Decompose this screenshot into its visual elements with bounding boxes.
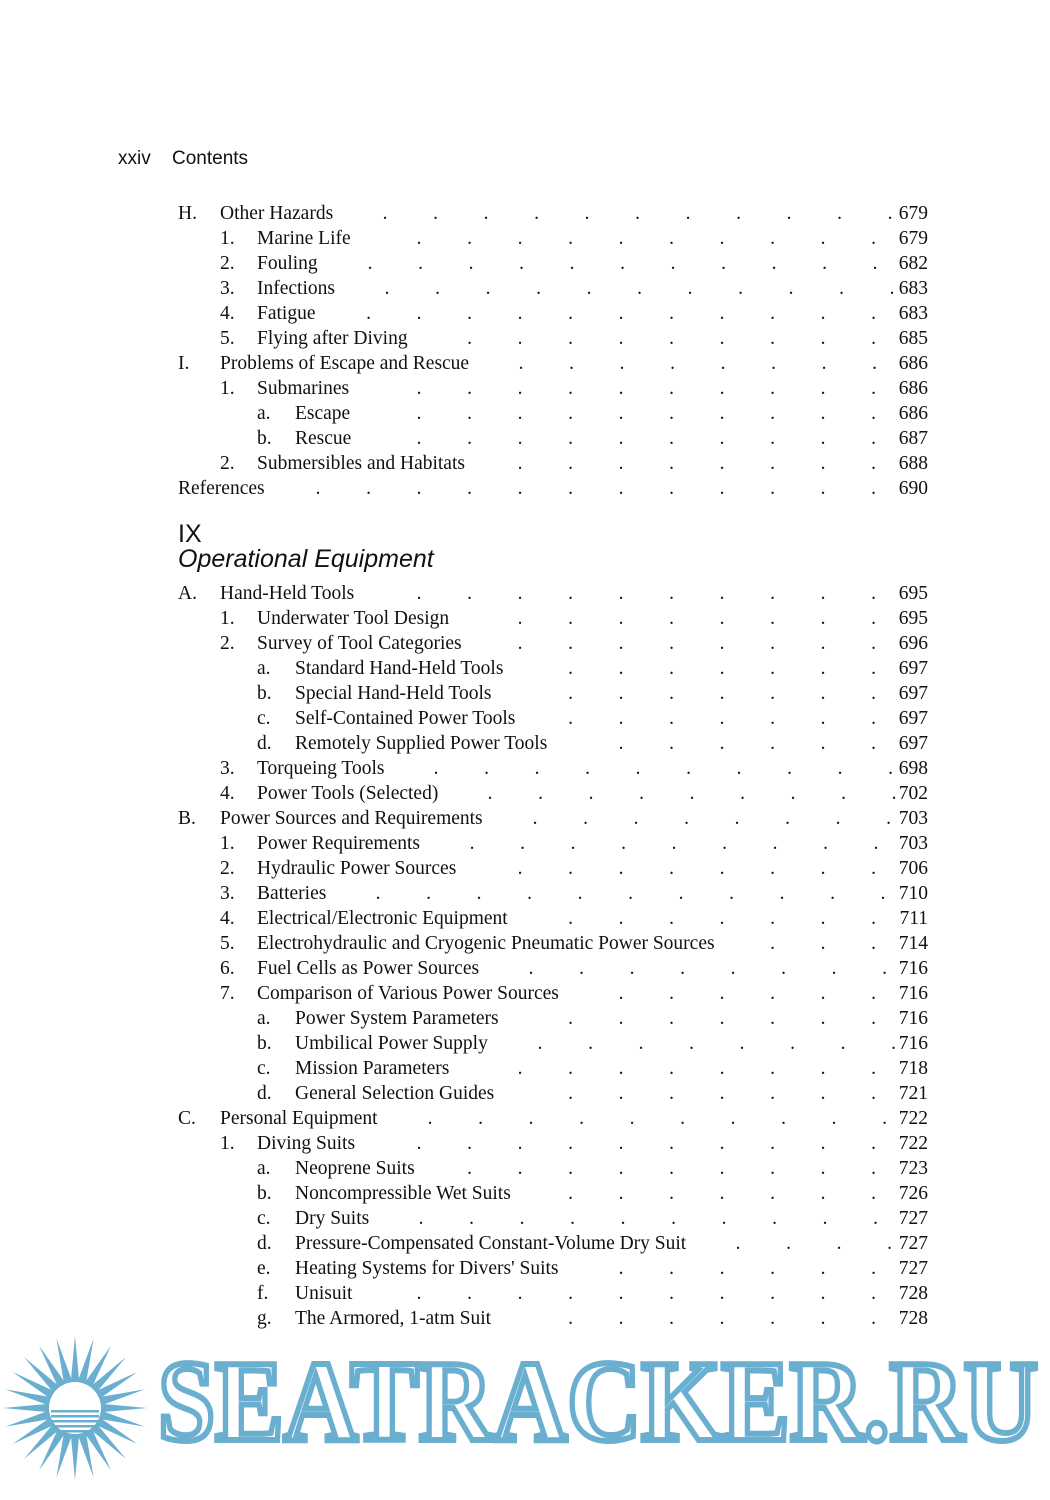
toc-entry-marker: d. (257, 1083, 272, 1104)
toc-entry[interactable] (178, 881, 928, 906)
toc-entry-title: Special Hand-Held Tools (295, 683, 492, 704)
dot-leader: . . . . . . (618, 733, 876, 754)
toc-entry-label (257, 1206, 369, 1231)
toc-entry-marker: c. (257, 1058, 271, 1079)
toc-entry-title: Power Requirements (257, 833, 421, 854)
toc-entry-label (220, 981, 559, 1006)
toc-entry-title: Electrohydraulic and Cryogenic Pneumatic Power Sources (257, 933, 715, 954)
toc-entry-marker: 5. (220, 328, 235, 349)
toc-entry-title: Power Tools (Selected) (257, 783, 439, 804)
toc-entry-title: Standard Hand-Held Tools (295, 658, 504, 679)
toc-entry-title: Underwater Tool Design (257, 608, 450, 629)
toc-entry[interactable] (178, 476, 928, 501)
toc-entry-label (220, 906, 508, 931)
toc-entry-marker: 4. (220, 783, 235, 804)
watermark-graphic (0, 1338, 1050, 1466)
toc-entry-title: Diving Suits (257, 1133, 356, 1154)
toc-entry-title: Rescue (295, 428, 352, 449)
dot-leader: . . . . . . . (568, 708, 876, 729)
toc-entry-marker: b. (257, 1183, 272, 1204)
toc-entry-marker: 4. (220, 303, 235, 324)
toc-entry-page: 716 (898, 983, 928, 1004)
toc-entry-page: 711 (899, 908, 928, 929)
toc-entry-title: Dry Suits (295, 1208, 370, 1229)
toc-entry-marker: a. (257, 403, 271, 424)
toc-entry-title: Remotely Supplied Power Tools (295, 733, 548, 754)
toc-entry-page: 679 (898, 203, 928, 224)
toc-entry-marker: 7. (220, 983, 235, 1004)
toc-entry-marker: A. (178, 583, 197, 604)
toc-entry-page: 697 (898, 658, 928, 679)
toc-entry-label (220, 831, 420, 856)
toc-entry-title: Survey of Tool Categories (257, 633, 462, 654)
toc-entry[interactable] (178, 1006, 928, 1031)
toc-entry-page: 727 (898, 1208, 928, 1229)
dot-leader: . . . . . . . . . . (416, 228, 876, 249)
toc-entry-title: Mission Parameters (295, 1058, 450, 1079)
dot-leader: . . . . . . . . . . . (384, 278, 895, 299)
toc-entry-marker: f. (257, 1283, 269, 1304)
toc-entry-marker: 4. (220, 908, 235, 929)
toc-entry-title: Infections (257, 278, 335, 299)
toc-entry[interactable] (178, 426, 928, 451)
dot-leader: . . . . . . . . (528, 958, 887, 979)
toc-entry-marker: 5. (220, 933, 235, 954)
toc-entry[interactable] (178, 1156, 928, 1181)
dot-leader: . . . . . . . . . (469, 833, 879, 854)
toc-entry-title: Batteries (257, 883, 327, 904)
toc-entry-page: 728 (898, 1308, 928, 1329)
toc-entry-label (220, 606, 449, 631)
toc-entry-marker: B. (178, 808, 196, 829)
toc-entry[interactable] (178, 301, 928, 326)
toc-entry-title: Noncompressible Wet Suits (295, 1183, 511, 1204)
toc-entry-page: 698 (898, 758, 928, 779)
toc-entry-label (257, 1006, 499, 1031)
chapter-title: Operational Equipment (178, 545, 434, 573)
toc-entry[interactable] (178, 226, 928, 251)
toc-entry-page: 703 (898, 808, 928, 829)
toc-entry-page: 716 (898, 1033, 928, 1054)
dot-leader: . . . (770, 933, 876, 954)
toc-entry-page: 714 (898, 933, 928, 954)
toc-entry-page: 721 (898, 1083, 928, 1104)
toc-entry[interactable] (178, 706, 928, 731)
toc-entry-title: Torqueing Tools (257, 758, 385, 779)
toc-entry-label (257, 401, 350, 426)
toc-entry-label (220, 756, 384, 781)
toc-entry-title: Heating Systems for Divers' Suits (295, 1258, 559, 1279)
toc-entry-label (178, 581, 354, 606)
toc-entry-page: 716 (898, 958, 928, 979)
toc-entry-title: Fatigue (257, 303, 316, 324)
toc-entry-label (220, 451, 465, 476)
toc-entry-marker: b. (257, 683, 272, 704)
dot-leader: . . . . . . . . (518, 353, 877, 374)
toc-entry-page: 683 (898, 303, 928, 324)
toc-entry-marker: 2. (220, 453, 235, 474)
toc-entry-marker: e. (257, 1258, 271, 1279)
toc-entry-marker: d. (257, 733, 272, 754)
watermark (0, 1338, 1050, 1466)
dot-leader: . . . . . . . . . . . (375, 883, 886, 904)
toc-entry[interactable] (178, 451, 928, 476)
sun-icon (3, 1336, 147, 1480)
dot-leader: . . . . . . . . . . . (367, 253, 878, 274)
toc-entry-marker: 1. (220, 228, 235, 249)
toc-entry-page: 718 (898, 1058, 928, 1079)
toc-entry-title: Escape (295, 403, 351, 424)
toc-entry-page: 702 (898, 783, 928, 804)
toc-entry-title: Umbilical Power Supply (295, 1033, 488, 1054)
toc-entry[interactable] (178, 401, 928, 426)
toc-entry-page: 726 (898, 1183, 928, 1204)
running-head-title: Contents (172, 148, 249, 169)
toc-entry[interactable] (178, 581, 928, 606)
toc-entry-page: 697 (898, 733, 928, 754)
toc-entry[interactable] (178, 681, 928, 706)
dot-leader: . . . . . . . . . . (433, 758, 893, 779)
toc-entry-marker: c. (257, 708, 271, 729)
toc-entry-title: Flying after Diving (257, 328, 408, 349)
toc-entry-label (178, 201, 333, 226)
toc-entry[interactable] (178, 351, 928, 376)
toc-entry[interactable] (178, 251, 928, 276)
toc-entry[interactable] (178, 1131, 928, 1156)
toc-entry-label (220, 276, 335, 301)
dot-leader: . . . . . . . . . (467, 1158, 876, 1179)
dot-leader: . . . . . . . . (537, 1033, 896, 1054)
toc-entry[interactable] (178, 326, 928, 351)
toc-entry-label (220, 251, 318, 276)
toc-entry-label (220, 376, 349, 401)
toc-entry-label (220, 856, 456, 881)
toc-entry-marker: 3. (220, 278, 235, 299)
toc-entry-page: 679 (898, 228, 928, 249)
toc-entry-label (257, 1306, 491, 1331)
toc-entry-page: 722 (898, 1133, 928, 1154)
dot-leader: . . . . . . . . . . (416, 428, 876, 449)
toc-entry-title: Fuel Cells as Power Sources (257, 958, 480, 979)
toc-entry-title: Hand-Held Tools (220, 583, 355, 604)
dot-leader: . . . . (735, 1233, 892, 1254)
toc-entry-marker: H. (178, 203, 197, 224)
toc-entry-title: Personal Equipment (220, 1108, 378, 1129)
toc-entry-page: 686 (898, 403, 928, 424)
toc-entry-marker: b. (257, 428, 272, 449)
toc-entry-title: Hydraulic Power Sources (257, 858, 457, 879)
toc-entry-page: 686 (898, 378, 928, 399)
toc-entry-marker: 1. (220, 833, 235, 854)
toc-entry[interactable] (178, 1056, 928, 1081)
dot-leader: . . . . . . . . . . (416, 403, 876, 424)
toc-entry-label (257, 1081, 494, 1106)
toc-entry-title: General Selection Guides (295, 1083, 495, 1104)
toc-entry-label (257, 1181, 511, 1206)
toc-entry-title: References (178, 478, 265, 499)
toc-entry-page: 686 (898, 353, 928, 374)
toc-entry-page: 723 (898, 1158, 928, 1179)
toc-entry-label (257, 1256, 559, 1281)
toc-entry-marker: C. (178, 1108, 196, 1129)
toc-entry-page: 727 (898, 1258, 928, 1279)
toc-entry-page: 695 (898, 583, 928, 604)
dot-leader: . . . . . . . . . (487, 783, 897, 804)
chapter-number: IX (178, 520, 202, 548)
toc-entry[interactable] (178, 201, 928, 226)
dot-leader: . . . . . . . (568, 1183, 876, 1204)
toc-entry-page: 688 (898, 453, 928, 474)
toc-entry[interactable] (178, 1306, 928, 1331)
toc-entry-marker: a. (257, 1008, 271, 1029)
toc-section-chapter-ix (178, 581, 928, 1331)
dot-leader: . . . . . . . (568, 658, 876, 679)
toc-entry-label (257, 1231, 686, 1256)
dot-leader: . . . . . . . . . . . . (315, 478, 876, 499)
toc-entry-label (257, 1031, 488, 1056)
toc-section-chapter-viii-end (178, 201, 928, 501)
toc-entry-page: 687 (898, 428, 928, 449)
toc-entry-marker: c. (257, 1208, 271, 1229)
toc-entry-title: Fouling (257, 253, 318, 274)
toc-entry[interactable] (178, 931, 928, 956)
toc-entry-label (257, 706, 515, 731)
toc-entry-marker: 6. (220, 958, 235, 979)
toc-entry-marker: g. (257, 1308, 272, 1329)
toc-entry-page: 697 (898, 683, 928, 704)
toc-entry-page: 727 (898, 1233, 928, 1254)
toc-entry-marker: 2. (220, 858, 235, 879)
toc-entry-title: Pressure-Compensated Constant-Volume Dry Suit (295, 1233, 687, 1254)
toc-entry-label (220, 226, 351, 251)
toc-entry-page: 697 (898, 708, 928, 729)
toc-entry-title: Neoprene Suits (295, 1158, 415, 1179)
toc-entry-label (178, 476, 265, 501)
toc-entry-marker: I. (178, 353, 190, 374)
dot-leader: . . . . . . . . . . (418, 1208, 878, 1229)
toc-entry-marker: 1. (220, 378, 235, 399)
toc-entry-title: Power System Parameters (295, 1008, 499, 1029)
toc-entry-page: 716 (898, 1008, 928, 1029)
toc-entry-title: Marine Life (257, 228, 351, 249)
toc-entry-label (220, 931, 715, 956)
toc-entry[interactable] (178, 1281, 928, 1306)
dot-leader: . . . . . . . (568, 1008, 876, 1029)
toc-entry-label (257, 681, 492, 706)
toc-entry-page: 683 (898, 278, 928, 299)
toc-entry[interactable] (178, 906, 928, 931)
toc-entry-page: 703 (898, 833, 928, 854)
dot-leader: . . . . . . . . (517, 633, 876, 654)
toc-entry-page: 710 (898, 883, 928, 904)
toc-entry-marker: 1. (220, 608, 235, 629)
toc-entry[interactable] (178, 606, 928, 631)
toc-entry-page: 682 (898, 253, 928, 274)
toc-entry[interactable] (178, 956, 928, 981)
dot-leader: . . . . . . . (568, 1308, 876, 1329)
toc-entry[interactable] (178, 276, 928, 301)
toc-entry-page: 695 (898, 608, 928, 629)
toc-entry[interactable] (178, 1031, 928, 1056)
toc-entry-title: Comparison of Various Power Sources (257, 983, 559, 1004)
toc-entry[interactable] (178, 981, 928, 1006)
dot-leader: . . . . . . . . . (467, 328, 876, 349)
dot-leader: . . . . . . . . . . . (382, 203, 893, 224)
toc-entry-label (257, 731, 547, 756)
dot-leader: . . . . . . . (568, 1083, 876, 1104)
toc-entry-title: Submersibles and Habitats (257, 453, 465, 474)
toc-entry[interactable] (178, 781, 928, 806)
dot-leader: . . . . . . (618, 1258, 876, 1279)
toc-entry[interactable] (178, 656, 928, 681)
dot-leader: . . . . . . . . (517, 453, 876, 474)
dot-leader: . . . . . . . . . . (416, 1283, 876, 1304)
toc-entry-label (220, 1131, 355, 1156)
toc-entry-title: Other Hazards (220, 203, 334, 224)
toc-entry-label (220, 631, 462, 656)
toc-entry-marker: a. (257, 658, 271, 679)
toc-entry-title: Power Sources and Requirements (220, 808, 483, 829)
toc-entry-page: 706 (898, 858, 928, 879)
toc-entry[interactable] (178, 756, 928, 781)
toc-entry-page: 728 (898, 1283, 928, 1304)
toc-entry-marker: b. (257, 1033, 272, 1054)
toc-entry[interactable] (178, 1256, 928, 1281)
toc-entry-label (257, 1281, 352, 1306)
dot-leader: . . . . . . . . (517, 858, 876, 879)
toc-entry-page: 690 (898, 478, 928, 499)
dot-leader: . . . . . . (618, 983, 876, 1004)
toc-entry-page: 696 (898, 633, 928, 654)
toc-entry-label (220, 301, 316, 326)
toc-entry-label (178, 1106, 378, 1131)
watermark-text: SEATRACKER.RU (158, 1338, 1038, 1466)
toc-entry-label (257, 1056, 449, 1081)
toc-entry[interactable] (178, 376, 928, 401)
dot-leader: . . . . . . . . . . . (366, 303, 876, 324)
dot-leader: . . . . . . . . . . (416, 1133, 876, 1154)
toc-entry-marker: 3. (220, 758, 235, 779)
page-folio: xxiv (118, 148, 151, 169)
toc-entry-title: The Armored, 1-atm Suit (295, 1308, 492, 1329)
toc-entry[interactable] (178, 806, 928, 831)
toc-entry-title: Submarines (257, 378, 350, 399)
toc-entry-marker: 2. (220, 633, 235, 654)
toc-entry[interactable] (178, 1206, 928, 1231)
toc-entry[interactable] (178, 831, 928, 856)
toc-entry-label (257, 426, 351, 451)
toc-entry[interactable] (178, 1181, 928, 1206)
dot-leader: . . . . . . . . . . (427, 1108, 887, 1129)
toc-entry[interactable] (178, 631, 928, 656)
toc-entry-title: Self-Contained Power Tools (295, 708, 516, 729)
toc-entry-label (220, 956, 479, 981)
toc-entry[interactable] (178, 1081, 928, 1106)
dot-leader: . . . . . . . (568, 908, 876, 929)
toc-entry-marker: a. (257, 1158, 271, 1179)
toc-entry-label (178, 351, 469, 376)
toc-entry-label (220, 881, 326, 906)
toc-entry-page: 722 (898, 1108, 928, 1129)
dot-leader: . . . . . . . . (517, 1058, 876, 1079)
dot-leader: . . . . . . . . . . (416, 378, 876, 399)
toc-entry-label (220, 781, 438, 806)
toc-entry-page: 685 (898, 328, 928, 349)
toc-entry-title: Electrical/Electronic Equipment (257, 908, 508, 929)
dot-leader: . . . . . . . . (517, 608, 876, 629)
toc-entry-marker: 1. (220, 1133, 235, 1154)
toc-entry[interactable] (178, 1106, 928, 1131)
toc-entry-label (257, 1156, 415, 1181)
dot-leader: . . . . . . . . (532, 808, 891, 829)
toc-entry[interactable] (178, 856, 928, 881)
toc-entry-label (257, 656, 503, 681)
running-head (118, 148, 248, 170)
toc-entry-marker: 3. (220, 883, 235, 904)
toc-entry[interactable] (178, 731, 928, 756)
toc-entry[interactable] (178, 1231, 928, 1256)
toc-entry-title: Unisuit (295, 1283, 353, 1304)
dot-leader: . . . . . . . (568, 683, 876, 704)
toc-entry-title: Problems of Escape and Rescue (220, 353, 470, 374)
toc-entry-marker: 2. (220, 253, 235, 274)
toc-entry-label (178, 806, 483, 831)
dot-leader: . . . . . . . . . . (416, 583, 876, 604)
toc-entry-marker: d. (257, 1233, 272, 1254)
toc-entry-label (220, 326, 408, 351)
